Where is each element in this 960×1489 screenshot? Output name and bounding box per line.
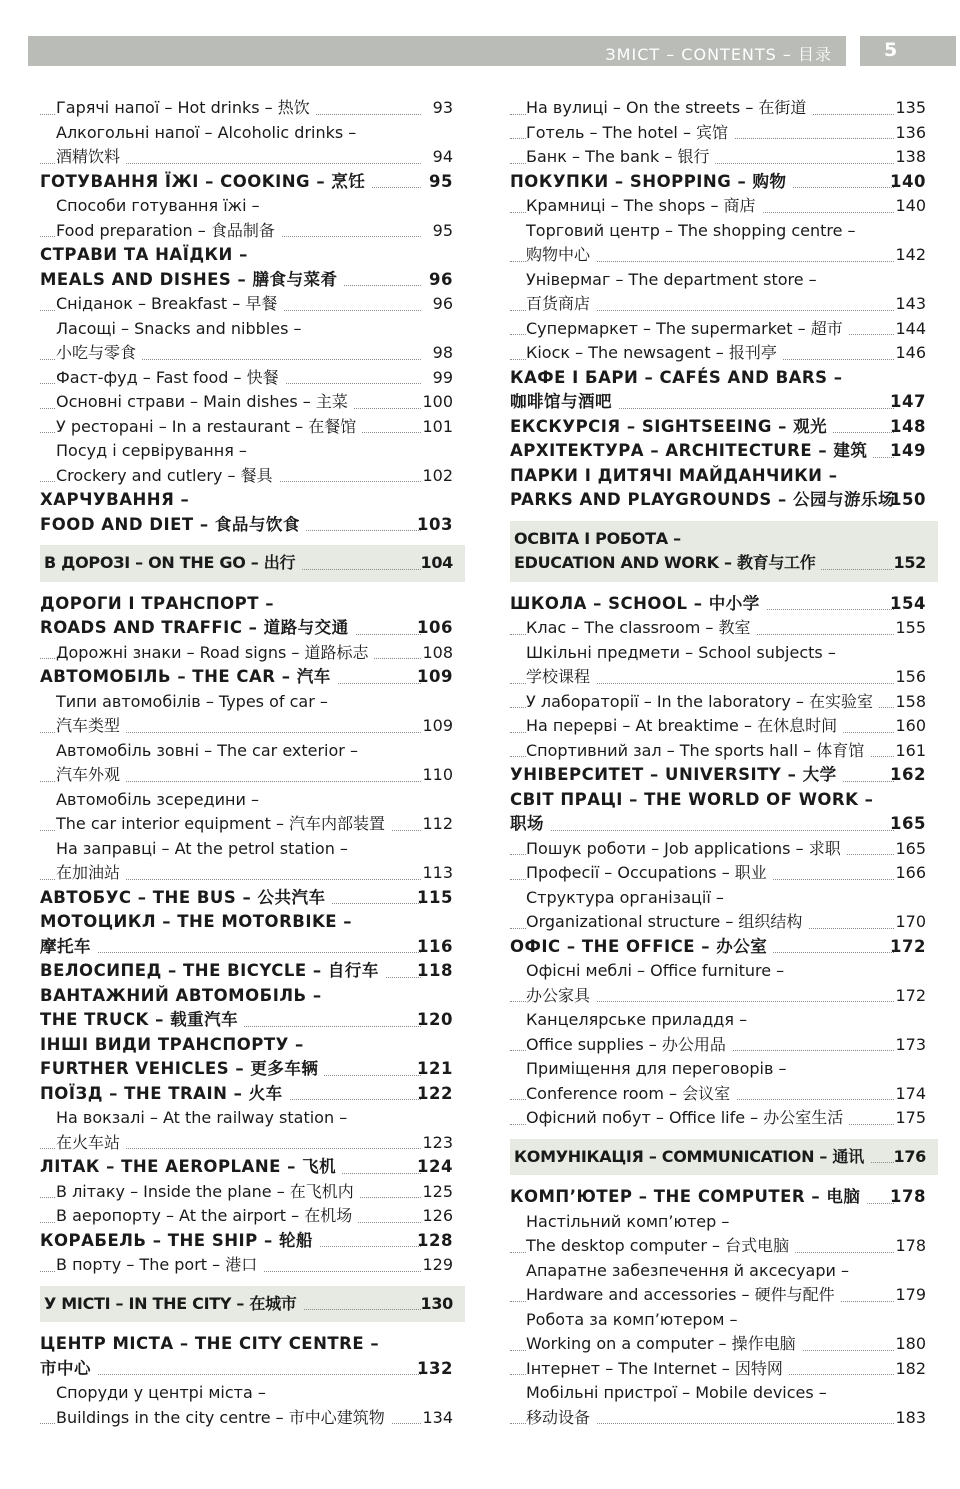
toc-entry-page: 99 [432,367,453,387]
toc-entry-page: 140 [895,196,926,215]
toc-entry-title: Універмаг – The department store – [526,269,817,289]
toc-entry-page: 125 [422,1181,453,1201]
toc-entry-title: На перерві – At breaktime – 在休息时间 [526,716,838,735]
toc-entry-page: 155 [895,618,926,637]
toc-entry-page: 154 [890,593,926,613]
toc-entry [40,366,465,391]
toc-entry-page: 179 [895,1285,926,1304]
toc-entry [510,194,938,219]
toc-entry [40,1357,465,1382]
toc-entry [44,551,465,576]
toc-left-column [40,96,465,1430]
section-band [510,521,938,582]
toc-entry [510,219,938,244]
toc-entry-title: Способи готування їжі – [56,196,260,215]
toc-entry [40,1131,465,1156]
toc-entry-page: 149 [890,441,926,460]
toc-entry-page: 96 [432,294,453,313]
toc-entry-page: 162 [890,765,926,784]
toc-entry-title: 移动设备 [526,1407,591,1427]
toc-entry-title: Алкогольні напої – Alcoholic drinks – [56,122,357,142]
toc-entry-title: ЦЕНТР МІСТА – THE CITY CENTRE – [40,1334,380,1353]
toc-entry-page: 174 [895,1083,926,1103]
toc-entry [514,551,938,576]
toc-entry-title: У ресторані – In a restaurant – 在餐馆 [56,416,357,436]
header-bar [28,36,846,66]
section-band [510,1139,938,1176]
toc-entry [514,527,938,552]
toc-entry-title: Food preparation – 食品制备 [56,220,275,240]
toc-entry-title: Апаратне забезпечення й аксесуари – [526,1260,849,1280]
toc-entry [40,616,465,641]
toc-entry-page: 116 [417,936,453,956]
toc-entry-title: Hardware and accessories – 硬件与配件 [526,1285,835,1304]
toc-entry-title: Автомобіль зовні – The car exterior – [56,740,358,760]
toc-entry-page: 110 [422,765,453,784]
toc-entry [510,268,938,293]
toc-entry-page: 112 [422,814,453,833]
toc-entry [510,341,938,366]
toc-entry [510,959,938,984]
toc-entry [510,935,938,960]
toc-entry-page: 175 [895,1108,926,1127]
toc-entry-title: Робота за комп’ютером – [526,1309,738,1329]
toc-entry [40,861,465,886]
toc-entry [510,96,938,121]
toc-entry-page: 147 [890,392,926,411]
toc-entry [510,1283,938,1308]
toc-entry [40,984,465,1009]
toc-entry-title: 咖啡馆与酒吧 [510,392,612,411]
toc-entry [510,1033,938,1058]
toc-entry-title: 市中心 [40,1358,91,1378]
toc-entry-page: 103 [417,514,453,534]
toc-entry-title: СТРАВИ ТА НАЇДКИ – [40,245,248,264]
toc-entry [510,317,938,342]
toc-entry-page: 106 [417,618,453,637]
toc-entry [510,886,938,911]
toc-entry-title: В ДОРОЗІ – ON THE GO – 出行 [44,553,296,572]
toc-entry-title: The desktop computer – 台式电脑 [526,1236,790,1255]
dot-leader [40,952,421,953]
toc-entry-title: Сніданок – Breakfast – 早餐 [56,294,278,313]
toc-entry [510,1332,938,1357]
toc-entry-page: 140 [890,171,926,191]
toc-entry-page: 146 [895,343,926,362]
toc-entry-title: Приміщення для переговорів – [526,1059,787,1078]
header-title: ЗМІСТ – CONTENTS – 目录 [605,45,832,64]
toc-entry [510,390,938,415]
toc-entry-title: MEALS AND DISHES – 膳食与菜肴 [40,269,338,289]
toc-entry [40,121,465,146]
toc-entry [510,292,938,317]
toc-entry [40,910,465,935]
toc-entry-title: Банк – The bank – 银行 [526,147,710,166]
toc-entry-title: PARKS AND PLAYGROUNDS – 公园与游乐场 [510,490,896,509]
toc-entry-title: В літаку – Inside the plane – 在飞机内 [56,1181,354,1201]
toc-entry-title: СВІТ ПРАЦІ – THE WORLD OF WORK – [510,789,874,809]
toc-entry [40,439,465,464]
toc-entry [40,837,465,862]
toc-entry-title: Пошук роботи – Job applications – 求职 [526,838,841,858]
toc-entry [40,641,465,666]
toc-entry [510,763,938,788]
toc-entry-title: Working on a computer – 操作电脑 [526,1334,796,1353]
toc-entry [510,366,938,391]
toc-entry-page: 98 [432,343,453,362]
toc-entry-page: 130 [420,1293,453,1313]
toc-entry [40,96,465,121]
toc-entry [40,1229,465,1254]
toc-entry [510,439,938,464]
toc-entry-title: 在火车站 [56,1132,121,1152]
toc-entry-title: THE TRUCK – 载重汽车 [40,1010,239,1029]
toc-entry-page: 120 [417,1010,453,1029]
toc-entry-page: 96 [429,269,453,289]
toc-entry-page: 128 [417,1230,453,1250]
toc-entry [510,714,938,739]
toc-entry-title: Готель – The hotel – 宾馆 [526,122,729,142]
toc-entry-page: 129 [422,1255,453,1274]
toc-entry [510,910,938,935]
toc-entry [40,1057,465,1082]
toc-entry-title: Organizational structure – 组织结构 [526,912,803,931]
toc-entry [40,1082,465,1107]
toc-entry [40,812,465,837]
toc-entry-page: 101 [422,416,453,436]
toc-entry [40,739,465,764]
toc-entry [40,341,465,366]
toc-entry [510,1008,938,1033]
toc-entry-page: 135 [895,98,926,117]
toc-entry-page: 150 [890,490,926,509]
toc-entry [40,714,465,739]
toc-entry [510,145,938,170]
toc-entry-title: ВАНТАЖНИЙ АВТОМОБІЛЬ – [40,985,322,1005]
toc-entry [510,1210,938,1235]
toc-entry [40,170,465,195]
toc-entry [510,1106,938,1131]
toc-entry-title: Типи автомобілів – Types of car – [56,691,328,711]
toc-entry [514,1145,938,1170]
toc-entry-page: 166 [895,863,926,882]
toc-entry [510,1406,938,1431]
toc-entry-title: Crockery and cutlery – 餐具 [56,465,273,485]
toc-entry-title: 百货商店 [526,294,591,313]
toc-entry-page: 126 [422,1206,453,1225]
page-number: 5 [884,39,898,61]
toc-entry-title: ПОЇЗД – THE TRAIN – 火车 [40,1083,283,1103]
toc-entry [510,1057,938,1082]
toc-entry-title: 职场 [510,814,544,833]
toc-entry-page: 144 [895,318,926,338]
toc-entry-page: 165 [890,814,926,833]
toc-entry-page: 132 [417,1358,453,1378]
toc-entry-title: 摩托车 [40,936,91,956]
toc-entry [40,292,465,317]
toc-entry-page: 124 [417,1157,453,1176]
toc-entry-title: Дорожні знаки – Road signs – 道路标志 [56,642,369,662]
toc-entry [40,464,465,489]
toc-entry-title: Автомобіль зсередини – [56,789,259,809]
toc-entry-page: 170 [895,912,926,931]
toc-entry [40,959,465,984]
toc-entry [510,488,938,513]
toc-entry-title: Buildings in the city centre – 市中心建筑物 [56,1407,385,1427]
toc-entry-title: У МІСТІ – IN THE CITY – 在城市 [44,1293,297,1313]
toc-entry [40,194,465,219]
toc-right-column [510,96,938,1430]
toc-entry-page: 152 [893,553,926,572]
toc-entry [40,243,465,268]
toc-entry-title: МОТОЦИКЛ – THE MOTORBIKE – [40,912,353,931]
toc-entry [40,268,465,293]
toc-entry-title: В порту – The port – 港口 [56,1255,258,1274]
toc-entry [510,641,938,666]
toc-entry-page: 93 [432,98,453,117]
toc-entry-title: Шкільні предмети – School subjects – [526,642,836,662]
toc-entry-title: Супермаркет – The supermarket – 超市 [526,318,843,338]
toc-entry-title: Канцелярське приладдя – [526,1010,748,1029]
toc-entry-title: Торговий центр – The shopping centre – [526,220,856,240]
toc-entry [510,1308,938,1333]
toc-entry-title: 汽车外观 [56,765,121,784]
toc-entry [44,1292,465,1317]
toc-entry [510,665,938,690]
toc-entry-title: ОФІС – THE OFFICE – 办公室 [510,936,768,956]
toc-entry [40,788,465,813]
toc-entry-page: 143 [895,294,926,313]
toc-entry [40,1381,465,1406]
toc-entry [510,592,938,617]
toc-entry [40,219,465,244]
toc-entry [40,935,465,960]
toc-entry [510,1185,938,1210]
toc-entry-page: 109 [417,667,453,686]
toc-entry-title: Ласощі – Snacks and nibbles – [56,318,302,338]
toc-entry-page: 156 [895,667,926,686]
toc-entry [40,513,465,538]
toc-entry [40,763,465,788]
toc-entry [510,788,938,813]
toc-entry-title: Фаст-фуд – Fast food – 快餐 [56,367,279,387]
toc-entry [40,1033,465,1058]
toc-entry-title: 学校课程 [526,667,591,686]
toc-entry-page: 172 [895,985,926,1005]
toc-entry-page: 122 [417,1083,453,1103]
dot-leader [40,1374,421,1375]
toc-entry-page: 160 [895,716,926,735]
toc-entry-page: 95 [432,220,453,240]
toc-entry-title: The car interior equipment – 汽车内部装置 [56,814,386,833]
toc-entry [40,1008,465,1033]
section-band [40,545,465,582]
toc-entry [40,488,465,513]
toc-entry [510,812,938,837]
toc-entry-page: 161 [895,740,926,760]
toc-entry-title: ХАРЧУВАННЯ – [40,490,190,509]
toc-entry-title: FURTHER VEHICLES – 更多车辆 [40,1059,319,1078]
toc-entry-page: 183 [895,1407,926,1427]
toc-entry-page: 165 [895,838,926,858]
toc-entry-title: Кіоск – The newsagent – 报刊亭 [526,343,777,362]
toc-entry-page: 95 [429,171,453,191]
toc-entry-page: 118 [417,961,453,980]
toc-entry-title: ЛІТАК – THE AEROPLANE – 飞机 [40,1157,337,1176]
toc-entry-title: ЕКСКУРСІЯ – SIGHTSEEING – 观光 [510,416,828,436]
toc-entry [40,1253,465,1278]
toc-entry-title: 购物中心 [526,245,591,264]
toc-entry-title: Офісні меблі – Office furniture – [526,961,785,980]
toc-entry-page: 109 [422,716,453,735]
toc-entry-title: Conference room – 会议室 [526,1083,731,1103]
toc-entry-title: Професії – Occupations – 职业 [526,863,767,882]
toc-entry-title: ПАРКИ І ДИТЯЧІ МАЙДАНЧИКИ – [510,465,838,485]
toc-entry-title: ВЕЛОСИПЕД – THE BICYCLE – 自行车 [40,961,379,980]
toc-entry-title: Клас – The classroom – 教室 [526,618,751,637]
toc-entry-title: ПОКУПКИ – SHOPPING – 购物 [510,171,787,191]
toc-entry [40,415,465,440]
toc-entry [40,1406,465,1431]
toc-entry-page: 148 [890,416,926,436]
toc-entry-page: 134 [422,1407,453,1427]
toc-entry-title: АВТОБУС – THE BUS – 公共汽车 [40,887,326,907]
toc-entry [40,1332,465,1357]
toc-entry [510,690,938,715]
toc-entry-page: 178 [895,1236,926,1255]
toc-entry-page: 102 [422,465,453,485]
toc-entry-page: 180 [895,1334,926,1353]
toc-entry [510,170,938,195]
toc-entry-title: Посуд і сервірування – [56,441,247,460]
toc-entry-page: 158 [895,691,926,711]
toc-entry [510,1381,938,1406]
toc-entry-title: 办公家具 [526,985,591,1005]
toc-entry [510,837,938,862]
toc-entry-page: 182 [895,1358,926,1378]
toc-entry-title: Office supplies – 办公用品 [526,1034,726,1054]
toc-entry-title: Споруди у центрі міста – [56,1383,266,1402]
toc-entry [40,665,465,690]
toc-entry-title: ГОТУВАННЯ ЇЖІ – COOKING – 烹饪 [40,171,366,191]
toc-entry [40,1106,465,1131]
toc-entry-page: 178 [890,1187,926,1206]
toc-entry-page: 100 [422,392,453,411]
toc-entry [510,1259,938,1284]
page-number-box [860,36,956,66]
toc-entry-title: АВТОМОБІЛЬ – THE CAR – 汽车 [40,667,331,686]
toc-entry-page: 173 [895,1034,926,1054]
toc-entry-title: Крамниці – The shops – 商店 [526,196,756,215]
toc-entry-title: ROADS AND TRAFFIC – 道路与交通 [40,618,349,637]
dot-leader [510,830,894,831]
toc-entry-page: 172 [890,936,926,956]
toc-entry [510,415,938,440]
toc-entry-page: 142 [895,245,926,264]
toc-entry [510,121,938,146]
toc-entry-title: КОМУНІКАЦІЯ – COMMUNICATION – 通讯 [514,1146,864,1166]
toc-entry [510,739,938,764]
toc-entry-title: КОМП’ЮТЕР – THE COMPUTER – 电脑 [510,1187,861,1206]
toc-entry [510,464,938,489]
toc-entry-page: 113 [422,863,453,882]
toc-entry [510,243,938,268]
toc-entry-title: Гарячі напої – Hot drinks – 热饮 [56,98,310,117]
toc-entry [510,861,938,886]
toc-entry [510,1357,938,1382]
toc-entry [40,1155,465,1180]
toc-entry-page: 138 [895,147,926,166]
toc-entry-title: ОСВІТА І РОБОТА – [514,528,681,548]
toc-entry-page: 94 [432,147,453,166]
toc-entry-page: 115 [417,887,453,907]
toc-entry [510,1082,938,1107]
toc-entry [40,886,465,911]
toc-entry-title: КАФЕ І БАРИ – CAFÉS AND BARS – [510,367,843,387]
toc-entry-title: Мобільні пристрої – Mobile devices – [526,1383,827,1402]
toc-entry-title: У лабораторії – In the laboratory – 在实验室 [526,691,873,711]
toc-entry [40,1204,465,1229]
toc-entry-title: 酒精饮料 [56,147,121,166]
toc-entry-title: В аеропорту – At the airport – 在机场 [56,1206,353,1225]
toc-entry-title: 在加油站 [56,863,121,882]
toc-entry-title: На заправці – At the petrol station – [56,838,348,858]
toc-entry-title: УНІВЕРСИТЕТ – UNIVERSITY – 大学 [510,765,837,784]
toc-entry-page: 136 [895,122,926,142]
toc-entry [510,1234,938,1259]
toc-entry [40,592,465,617]
toc-entry [40,145,465,170]
toc-entry-page: 108 [422,642,453,662]
toc-entry [510,616,938,641]
toc-entry-title: Офісний побут – Office life – 办公室生活 [526,1108,844,1127]
toc-entry-page: 176 [893,1146,926,1166]
toc-entry-title: Інтернет – The Internet – 因特网 [526,1358,783,1378]
toc-entry-title: EDUCATION AND WORK – 教育与工作 [514,553,816,572]
toc-entry-title: На вокзалі – At the railway station – [56,1108,348,1127]
toc-entry-title: 小吃与零食 [56,343,137,362]
toc-entry [510,984,938,1009]
toc-entry-title: АРХІТЕКТУРА – ARCHITECTURE – 建筑 [510,441,868,460]
toc-entry-title: КОРАБЕЛЬ – THE SHIP – 轮船 [40,1230,313,1250]
toc-entry-title: Настільний комп’ютер – [526,1211,730,1231]
toc-entry-title: Структура організації – [526,887,724,907]
toc-entry [40,390,465,415]
toc-entry-title: ІНШІ ВИДИ ТРАНСПОРТУ – [40,1034,304,1054]
toc-entry-title: FOOD AND DIET – 食品与饮食 [40,514,300,534]
toc-entry-title: Спортивний зал – The sports hall – 体育馆 [526,740,865,760]
toc-entry [40,690,465,715]
toc-entry-page: 104 [420,553,453,572]
toc-entry-title: На вулиці – On the streets – 在街道 [526,98,807,117]
section-band [40,1286,465,1323]
toc-entry-title: 汽车类型 [56,716,121,735]
toc-entry [40,1180,465,1205]
toc-entry-page: 121 [417,1059,453,1078]
toc-entry [40,317,465,342]
toc-entry-title: Основні страви – Main dishes – 主菜 [56,392,348,411]
toc-entry-title: ШКОЛА – SCHOOL – 中小学 [510,593,760,613]
toc-entry-title: ДОРОГИ І ТРАНСПОРТ – [40,593,275,613]
toc-entry-page: 123 [422,1132,453,1152]
